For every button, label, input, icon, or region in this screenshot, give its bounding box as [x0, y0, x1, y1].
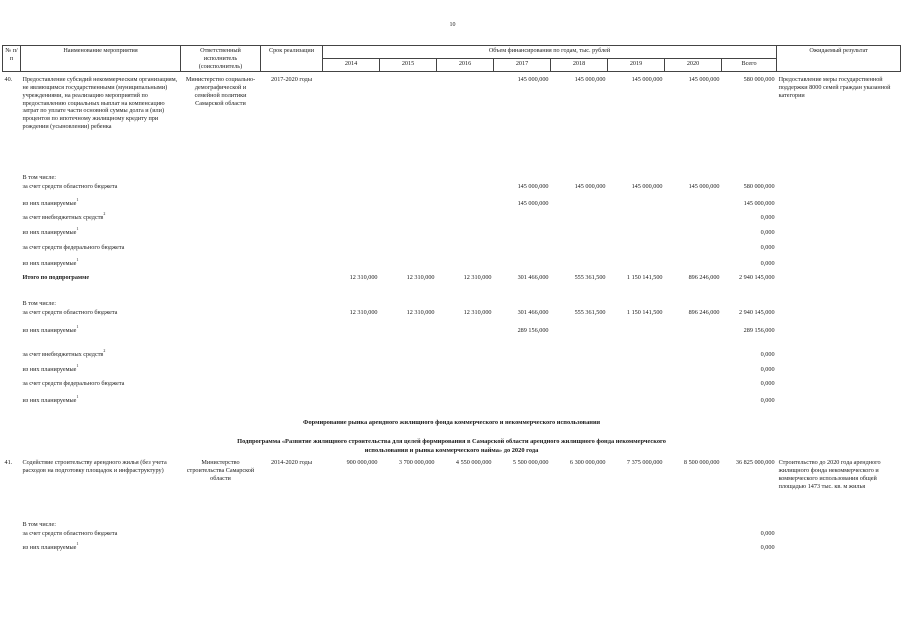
table-row-sub40-1	[3, 183, 901, 200]
value-2015	[380, 200, 437, 214]
value-2020	[665, 397, 722, 411]
value-2016	[437, 530, 494, 544]
value-2015	[380, 214, 437, 229]
row-label	[21, 530, 323, 547]
subprogram-title-2	[3, 447, 901, 459]
header-year-2016: 2016	[437, 59, 494, 72]
value-2014: 12 310,000	[349, 309, 378, 317]
value-2015	[380, 300, 437, 309]
value-2014	[323, 244, 380, 260]
footnote-mark: 1	[76, 197, 79, 203]
row-num	[3, 530, 21, 544]
row-responsible: Министерство строительства Самарской области	[186, 459, 255, 482]
row-label-text: за счет внебюджетных средств	[22, 214, 104, 222]
row-name: Предоставление субсидий некоммерческим организациям, не являющимся государственными (муниципальными) учреждениями, на реализацию мероприятий по предоставлению социальных выплат на компенсацию затрат по уплате части основной суммы долга и (или) процентов по ипотечному жилищному кредиту при рождении (усыновлении) ребенка	[22, 76, 178, 130]
row-label	[21, 300, 323, 309]
value-2017: 5 500 000,000	[512, 459, 549, 467]
row-label	[21, 257, 323, 274]
value-2019	[608, 214, 665, 229]
row-label	[21, 274, 323, 296]
table-row-sub40-0	[3, 174, 901, 183]
page-number: 10	[449, 22, 456, 28]
value-2017: 289 156,000	[517, 327, 549, 335]
row-period: 2017-2020 годы	[271, 76, 312, 84]
row-label	[21, 244, 323, 263]
row-label	[21, 541, 323, 558]
row-result	[777, 200, 901, 214]
row-result	[777, 530, 901, 544]
value-2017	[494, 174, 551, 183]
value-2017	[494, 244, 551, 260]
value-2017: 145 000,000	[517, 183, 549, 191]
table-row-sub40-3	[3, 214, 901, 229]
value-2018	[551, 351, 608, 366]
value-2017	[494, 260, 551, 274]
header-responsible: Ответственный исполнитель (соисполнитель)	[181, 46, 261, 72]
value-2020	[665, 544, 722, 558]
value-2020: 896 246,000	[688, 274, 720, 282]
row-num	[3, 260, 21, 274]
value-2020	[665, 530, 722, 544]
row-result	[777, 366, 901, 380]
subprogram-title-1-text: Подпрограмма «Развитие жилищного строительства для целей формирования в Самарской области арендного жилищного фонда некоммерческого	[237, 438, 666, 446]
table-row-sub40-5	[3, 244, 901, 260]
spacer-cell	[3, 411, 901, 419]
value-2017	[494, 544, 551, 558]
spacer-cell	[3, 431, 901, 438]
value-total: 0,000	[760, 397, 775, 405]
table-row-row41	[3, 459, 901, 521]
row-num	[3, 366, 21, 380]
value-2020	[665, 366, 722, 380]
row-num	[3, 300, 21, 309]
value-2014	[323, 260, 380, 274]
value-2016	[437, 351, 494, 366]
row-num	[3, 244, 21, 260]
value-2017	[494, 300, 551, 309]
value-2015	[380, 397, 437, 411]
value-2018: 6 300 000,000	[569, 459, 606, 467]
row-result	[777, 229, 901, 244]
header-num: № п/п	[3, 46, 21, 72]
row-label-text: В том числе:	[22, 521, 56, 529]
row-num	[3, 274, 21, 296]
value-2017	[494, 397, 551, 411]
value-2016: 12 310,000	[463, 309, 492, 317]
row-num	[3, 351, 21, 366]
value-2018	[551, 530, 608, 544]
value-2018	[551, 214, 608, 229]
value-total: 0,000	[760, 260, 775, 268]
value-2015	[380, 544, 437, 558]
value-2018: 145 000,000	[574, 76, 606, 84]
row-result	[777, 544, 901, 558]
row-result	[777, 274, 901, 296]
value-2015	[380, 380, 437, 397]
row-label	[21, 521, 323, 530]
value-2016	[437, 366, 494, 380]
row-label	[21, 309, 323, 330]
row-label-text: за счет внебюджетных средств	[22, 351, 104, 359]
row-label-text: за счет средств областного бюджета	[22, 530, 118, 538]
value-2019	[608, 200, 665, 214]
row-num	[3, 521, 21, 530]
row-label	[21, 380, 323, 400]
header-total: Всего	[722, 59, 777, 72]
header-period: Срок реализации	[261, 46, 323, 72]
footnote-mark: 1	[76, 324, 79, 330]
value-2017	[494, 214, 551, 229]
value-2019	[608, 351, 665, 366]
value-2015	[380, 351, 437, 366]
value-2018	[551, 327, 608, 351]
value-2014	[323, 327, 380, 351]
value-2020	[665, 200, 722, 214]
value-2019: 1 150 141,500	[626, 274, 663, 282]
value-2020: 896 246,000	[688, 309, 720, 317]
value-2020	[665, 380, 722, 397]
value-2014	[323, 214, 380, 229]
value-2016	[437, 244, 494, 260]
value-2014	[323, 174, 380, 183]
table-row-subtotal-5	[3, 380, 901, 397]
value-total: 36 825 000,000	[735, 459, 775, 467]
value-2014: 12 310,000	[349, 274, 378, 282]
row-result: Предоставление меры государственной поддержки 8000 семей граждан указанной категории	[778, 76, 891, 99]
value-2019	[608, 366, 665, 380]
value-2016	[437, 380, 494, 397]
value-total: 0,000	[760, 214, 775, 222]
header-year-2019: 2019	[608, 59, 665, 72]
value-2015	[380, 229, 437, 244]
value-total: 289 156,000	[743, 327, 775, 335]
value-2016	[437, 260, 494, 274]
value-2015	[380, 76, 437, 174]
row-result	[777, 260, 901, 274]
value-2014	[323, 200, 380, 214]
value-2018: 555 361,500	[574, 309, 606, 317]
row-label	[21, 174, 323, 183]
row-result	[777, 351, 901, 366]
table-row-sub41-1	[3, 530, 901, 544]
value-2017	[494, 521, 551, 530]
spacer-row	[3, 431, 901, 438]
value-2017: 301 466,000	[517, 309, 549, 317]
section-title-text: Формирование рынка арендного жилищного фонда коммерческого и некоммерческого использования	[302, 419, 601, 427]
row-result	[777, 244, 901, 260]
value-2014	[323, 521, 380, 530]
value-2014	[323, 366, 380, 380]
value-2019	[608, 229, 665, 244]
row-label-text: за счет средств областного бюджета	[22, 309, 118, 317]
value-2018	[551, 366, 608, 380]
row-num	[3, 380, 21, 397]
row-result	[777, 300, 901, 309]
footnote-mark: 1	[76, 394, 79, 400]
value-total: 0,000	[760, 229, 775, 237]
value-2016	[437, 76, 494, 174]
value-2015	[380, 530, 437, 544]
value-2019: 1 150 141,500	[626, 309, 663, 317]
row-num	[3, 174, 21, 183]
row-num	[3, 200, 21, 214]
value-2018	[551, 300, 608, 309]
table-row-total	[3, 274, 901, 296]
value-2017: 145 000,000	[517, 200, 549, 208]
value-2014	[323, 397, 380, 411]
value-2015	[380, 327, 437, 351]
value-2020: 8 500 000,000	[683, 459, 720, 467]
value-2018	[551, 260, 608, 274]
value-2020: 145 000,000	[688, 183, 720, 191]
header-name: Наименование мероприятия	[21, 46, 181, 72]
value-total: 0,000	[760, 366, 775, 374]
header-financing: Объем финансирования по годам, тыс. рублей	[323, 46, 777, 59]
value-2018	[551, 380, 608, 397]
value-2018	[551, 244, 608, 260]
row-num	[3, 327, 21, 351]
row-label	[21, 348, 323, 369]
value-2014	[323, 183, 380, 200]
row-label-text: из них планируемые	[22, 327, 77, 335]
row-label-text: В том числе:	[22, 300, 56, 308]
row-result: Строительство до 2020 года арендного жилищного фонда некоммерческого и коммерческого использования общей площадью 1473 тыс. кв. м жилья	[778, 459, 881, 490]
row-result	[777, 521, 901, 530]
value-2017: 301 466,000	[517, 274, 549, 282]
value-2020	[665, 521, 722, 530]
value-2020	[665, 351, 722, 366]
row-label-text: из них планируемые	[22, 366, 77, 374]
table-row-sub40-2	[3, 200, 901, 214]
value-2019	[608, 380, 665, 397]
footnote-mark: 2	[103, 348, 106, 354]
table-row-sub40-4	[3, 229, 901, 244]
value-2016	[437, 214, 494, 229]
value-2014	[323, 544, 380, 558]
table-row-sub41-2	[3, 544, 901, 558]
financing-table	[2, 45, 901, 558]
value-2018	[551, 544, 608, 558]
table-row-subtotal-1	[3, 309, 901, 327]
row-num: 41.	[4, 459, 13, 467]
row-label-text: из них планируемые	[22, 544, 77, 552]
value-2014	[323, 76, 380, 174]
value-2018	[551, 397, 608, 411]
row-name: Содействие строительству арендного жилья (без учета расходов на подготовку площадок и инфраструктуру)	[22, 459, 167, 474]
value-2016: 4 550 000,000	[455, 459, 492, 467]
row-result	[777, 380, 901, 397]
footnote-mark: 1	[76, 226, 79, 232]
value-total: 0,000	[760, 380, 775, 388]
value-2020: 145 000,000	[688, 76, 720, 84]
row-num	[3, 397, 21, 411]
value-2015	[380, 521, 437, 530]
row-label-text: за счет средств федерального бюджета	[22, 244, 125, 252]
value-total: 580 000,000	[743, 76, 775, 84]
subprogram-title-2-text: использования и рынка коммерческого найма» до 2020 года	[364, 447, 539, 455]
value-2017	[494, 530, 551, 544]
value-2017	[494, 380, 551, 397]
value-2016	[437, 544, 494, 558]
value-2016	[437, 397, 494, 411]
value-2019	[608, 521, 665, 530]
row-num: 40.	[4, 76, 13, 84]
row-result	[777, 327, 901, 351]
row-label	[21, 394, 323, 411]
value-2020	[665, 214, 722, 229]
value-total	[722, 300, 777, 309]
table-row-sub41-0	[3, 521, 901, 530]
value-2014	[323, 380, 380, 397]
table-row-subtotal-0	[3, 300, 901, 309]
header-year-2017: 2017	[494, 59, 551, 72]
table-row-subtotal-3	[3, 351, 901, 366]
value-total: 580 000,000	[743, 183, 775, 191]
value-2016	[437, 200, 494, 214]
value-total: 0,000	[760, 244, 775, 252]
value-total: 2 940 145,000	[738, 274, 775, 282]
value-2014	[323, 530, 380, 544]
value-2017	[494, 351, 551, 366]
value-2019	[608, 174, 665, 183]
row-result	[777, 309, 901, 327]
value-2019: 145 000,000	[631, 76, 663, 84]
row-label	[21, 211, 323, 232]
row-result	[777, 214, 901, 229]
row-label-text: за счет средств федерального бюджета	[22, 380, 125, 388]
value-total: 0,000	[760, 351, 775, 359]
row-label-text: В том числе:	[22, 174, 56, 182]
table-row-sub40-6	[3, 260, 901, 274]
table-row-subtotal-2	[3, 327, 901, 351]
value-2019	[608, 300, 665, 309]
value-2016	[437, 521, 494, 530]
value-2018: 145 000,000	[574, 183, 606, 191]
value-2014: 900 000,000	[346, 459, 378, 467]
value-2019: 7 375 000,000	[626, 459, 663, 467]
header-year-2020: 2020	[665, 59, 722, 72]
row-result	[777, 397, 901, 411]
row-num	[3, 309, 21, 327]
value-2015	[380, 183, 437, 200]
row-label-text: Итого по подпрограмме	[22, 274, 90, 282]
row-label-text: из них планируемые	[22, 397, 77, 405]
value-2015: 12 310,000	[406, 274, 435, 282]
value-2016	[437, 174, 494, 183]
value-2014	[323, 300, 380, 309]
value-2019	[608, 244, 665, 260]
value-2016	[437, 229, 494, 244]
row-label-text: за счет средств областного бюджета	[22, 183, 118, 191]
value-2019	[608, 544, 665, 558]
value-2019	[608, 397, 665, 411]
value-2020	[665, 327, 722, 351]
value-2018	[551, 174, 608, 183]
value-2015: 3 700 000,000	[398, 459, 435, 467]
row-result	[777, 183, 901, 200]
value-2015	[380, 244, 437, 260]
value-2018	[551, 521, 608, 530]
value-total: 0,000	[760, 544, 775, 552]
value-2014	[323, 229, 380, 244]
value-2016	[437, 300, 494, 309]
value-2020	[665, 300, 722, 309]
value-2016	[437, 183, 494, 200]
row-num	[3, 544, 21, 558]
footnote-mark: 2	[103, 211, 106, 217]
header-year-2014: 2014	[323, 59, 380, 72]
value-2019	[608, 327, 665, 351]
value-2016: 12 310,000	[463, 274, 492, 282]
value-2015	[380, 366, 437, 380]
row-result	[777, 174, 901, 183]
section-title	[3, 419, 901, 431]
value-2018: 555 361,500	[574, 274, 606, 282]
value-2014	[323, 351, 380, 366]
value-2020	[665, 174, 722, 183]
row-label	[21, 183, 323, 203]
row-label-text: из них планируемые	[22, 260, 77, 268]
value-total	[722, 174, 777, 183]
value-2018	[551, 200, 608, 214]
value-2020	[665, 260, 722, 274]
row-label	[21, 197, 323, 217]
header-year-2018: 2018	[551, 59, 608, 72]
header-result: Ожидаемый результат	[777, 46, 901, 72]
spacer-row	[3, 411, 901, 419]
row-label-text: из них планируемые	[22, 229, 77, 237]
row-label	[21, 363, 323, 380]
value-2015	[380, 174, 437, 183]
value-total	[722, 521, 777, 530]
row-num	[3, 214, 21, 229]
footnote-mark: 1	[76, 363, 79, 369]
value-2017: 145 000,000	[517, 76, 549, 84]
row-label-text: из них планируемые	[22, 200, 77, 208]
subprogram-title-1	[3, 438, 901, 447]
row-num	[3, 229, 21, 244]
footnote-mark: 1	[76, 541, 79, 547]
row-period: 2014-2020 годы	[271, 459, 312, 467]
value-2016	[437, 327, 494, 351]
row-label	[21, 324, 323, 354]
value-2019: 145 000,000	[631, 183, 663, 191]
value-2020	[665, 229, 722, 244]
value-total: 0,000	[760, 530, 775, 538]
row-label	[21, 226, 323, 244]
value-2020	[665, 244, 722, 260]
footnote-mark: 1	[76, 257, 79, 263]
header-year-2015: 2015	[380, 59, 437, 72]
table-row-subtotal-6	[3, 397, 901, 411]
value-2018	[551, 229, 608, 244]
value-2019	[608, 260, 665, 274]
value-total: 145 000,000	[743, 200, 775, 208]
row-num	[3, 183, 21, 200]
table-row-subtotal-4	[3, 366, 901, 380]
value-2017	[494, 229, 551, 244]
value-2017	[494, 366, 551, 380]
value-total: 2 940 145,000	[738, 309, 775, 317]
value-2015	[380, 260, 437, 274]
value-2015: 12 310,000	[406, 309, 435, 317]
table-row-row40	[3, 76, 901, 174]
row-responsible: Министерство социально-демографической и семейной политики Самарской области	[185, 76, 256, 107]
value-2019	[608, 530, 665, 544]
